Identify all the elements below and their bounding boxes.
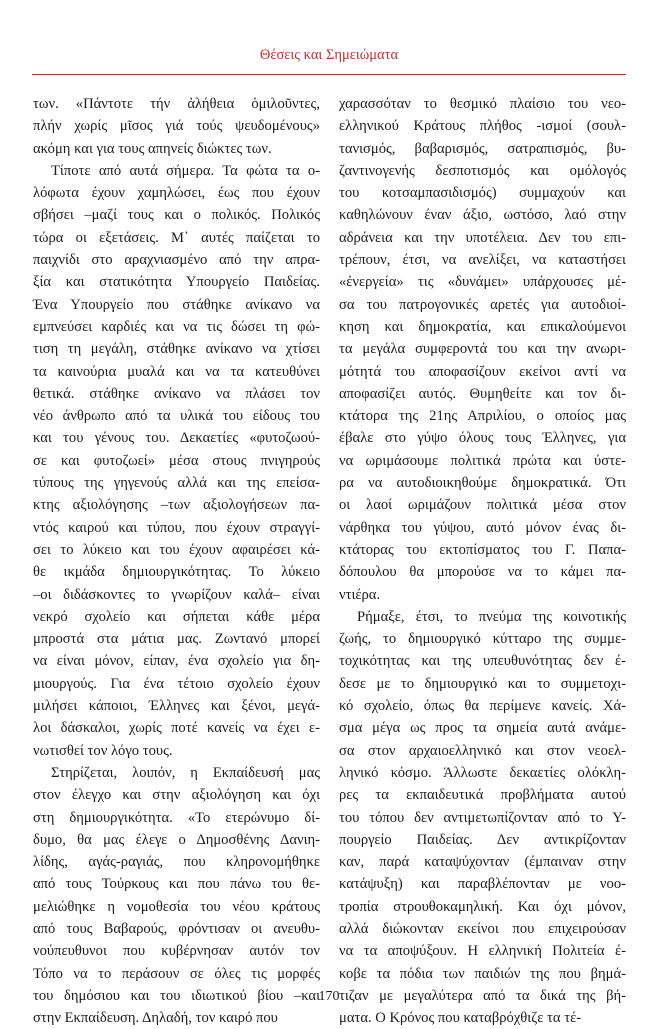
left-column	[33, 93, 320, 1029]
running-header: Θέσεις και Σημειώματα	[259, 47, 399, 63]
text-line: μιλήσει κάποιοι, Έλληνες και ξένοι, μεγά-	[33, 698, 320, 715]
text-line: έβαλε στο γύψο όλους τους Έλληνες, για	[339, 430, 626, 447]
paragraph	[33, 160, 320, 762]
text-line: δεσε με το δημιουργικό και το συμμετοχι-	[339, 675, 626, 692]
text-line: εμπνεύσει καρδιές και να τις δώσει τη φώ-	[33, 318, 320, 335]
text-line: μιουργούς. Για ένα τέτοιο σχολείο έχουν	[33, 675, 320, 692]
text-line: κό σχολείο, όπως θα περίμενε κανείς. Χά-	[339, 698, 626, 715]
text-line: από τους Βαβαρούς, φρόντισαν οι ανευθυ-	[33, 920, 320, 937]
text-line: σβήσει –μαζί τους και ο πολικός. Πολικός	[33, 207, 320, 224]
paragraph	[339, 606, 626, 1029]
text-line: τρέπουν, έτσι, να ανελίξει, να καταστήσει	[339, 252, 626, 269]
text-line: σει το λύκειο και του έχουν αφαιρέσει κά-	[33, 541, 320, 558]
text-line: νούπευθυνοι που κυβέρνησαν αυτόν τον	[33, 943, 320, 960]
text-line: του δημόσιου και του ιδιωτικού βίου –και	[33, 987, 320, 1004]
text-line: τροπία στρουθοκαμηλική. Και όχι μόνον,	[339, 898, 626, 915]
text-line: κτάτορας του εκτοπίσματος του Γ. Παπα-	[339, 541, 626, 558]
text-line: νάρθηκα του γύψου, αυτό μόνον ένας δι-	[339, 519, 626, 536]
text-line: σα στον αρχαιοελληνικό και στον νεοελ-	[339, 742, 626, 759]
text-line: κατάψυξη) και παραβλέπονταν με νοο-	[339, 876, 626, 893]
text-line: μελιώθηκε η νομοθεσία του νέου κράτους	[33, 898, 320, 915]
text-line: λόφωτα έχουν χαμηλώσει, έως που έχουν	[33, 185, 320, 202]
text-line: κηση και δημοκρατία, και επικαλούμενοι	[339, 318, 626, 335]
text-line: μπροστά στα μάτια μας. Ζωντανό μπορεί	[33, 631, 320, 648]
page-number: 170	[318, 989, 340, 1004]
text-line: κτάτορα της 21ης Απριλίου, ο οποίος μας	[339, 408, 626, 425]
text-line: τοχικότητας και της υπευθυνότητας δεν έ-	[339, 653, 626, 670]
text-line: από τους Τούρκους και που πάνω του θε-	[33, 876, 320, 893]
text-line: ζωής, το δημιουργικό κύτταρο της συμμε-	[339, 631, 626, 648]
text-line: ρα να αυτοδιοικηθούμε δημοκρατικά. Ότι	[339, 475, 626, 492]
text-line: Στηρίζεται, λοιπόν, η Εκπαίδευσή μας	[51, 764, 320, 781]
text-line: του κοτσαμπασιδισμός) συμμαχούν και	[339, 185, 626, 202]
text-line: Ρήμαξε, έτσι, το πνεύμα της κοινοτικής	[357, 608, 626, 625]
text-line: σε και φυτοζωεί» μέσα στους πνιγηρούς	[33, 452, 320, 469]
text-line: τιση τη μεγάλη, στάθηκε ανίκανο να χτίσει	[33, 341, 320, 358]
text-line: νωτισθεί τον λόγο τους.	[33, 742, 173, 759]
text-line: Τόπο να το περάσουν σε όλες τις μορφές	[33, 965, 320, 982]
text-line: καν, παρά καταψύχονταν (έμπαιναν στην	[339, 854, 626, 871]
text-line: ζαντινογενής δεσποτισμός και ομόλογός	[339, 162, 626, 179]
text-line: σα του πατρογονικές αρετές για αυτοδιοί-	[339, 296, 626, 313]
paragraph	[339, 93, 626, 606]
text-line: λοι δάσκαλοι, χωρίς ποτέ κανείς να έχει ε-	[33, 720, 320, 737]
text-line: τα καινούρια μυαλά και να τα κατευθύνει	[33, 363, 320, 380]
text-line: νεκρό σχολείο και σήπεται κάθε μέρα	[33, 608, 320, 625]
text-line: τύπους της γηγενούς αλλά και της επείσα-	[33, 475, 320, 492]
right-column	[339, 93, 626, 1029]
text-line: θετικά. στάθηκε ανίκανο να πλάσει τον	[33, 385, 320, 402]
text-line: τιζαν με μεγαλύτερα από τα δικά της βή-	[339, 987, 626, 1004]
text-line: κοβε τα πόδια των παιδιών της που βημά-	[339, 965, 626, 982]
text-line: μότητά του αποφασίζουν εκείνοι αντί να	[339, 363, 626, 380]
text-line: δυμο, θα μας έλεγε ο Δημοσθένης Δανιη-	[33, 831, 320, 848]
text-line: να είναι μόνον, είπαν, ένα σχολείο για δη-	[33, 653, 320, 670]
text-line: ακόμη και για τους απηνείς διώκτες των.	[33, 140, 272, 157]
text-line: να τα αποψύξουν. Η ελληνική Πολιτεία έ-	[339, 943, 626, 960]
text-line: νέο άνθρωπο από τα υλικά του είδους του	[33, 408, 320, 425]
text-line: λίδης, αγάς-ραγιάς, που κληρονομήθηκε	[33, 854, 320, 871]
text-line: δόπουλου θα μπορούσε να το κάμει πα-	[339, 564, 626, 581]
text-line: ελληνικού Κράτους πλήθος -ισμοί (σουλ-	[339, 118, 626, 135]
header-rule	[32, 74, 626, 75]
text-line: στη δημιουργικότητα. «Το ετερώνυμο δί-	[33, 809, 320, 826]
text-line: ξία και στατικότητα Υπουργείο Παιδείας.	[33, 274, 320, 291]
text-line: στον έλεγχο και στην αξιολόγηση και όχι	[33, 787, 320, 804]
text-line: ρες τα εκπαιδευτικά προβλήματα αυτού	[339, 787, 626, 804]
text-line: θε ικμάδα δημιουργικότητας. Το λύκειο	[33, 564, 320, 581]
text-line: κτης αξιολόγησης –των αξιολογήσεων πα-	[33, 497, 320, 514]
text-line: αποφασίζει αυτός. Θυμηθείτε και τον δι-	[339, 385, 626, 402]
text-line: του τόπου δεν αντιμετωπίζονταν από το Υ-	[339, 809, 626, 826]
text-line: ντός καιρού και τύπου, που έχουν στραγγί-	[33, 519, 320, 536]
text-line: των. «Πάντοτε τήν ἀλήθεια ὁμιλοῦντες,	[33, 96, 320, 112]
text-line: και του γένους του. Δεκαετίες «φυτοζωού-	[33, 430, 320, 447]
text-line: χαρασσόταν το θεσμικό πλαίσιο του νεο-	[339, 96, 626, 112]
text-line: αλλά διώκονταν εκείνοι που επιχειρούσαν	[339, 920, 626, 937]
text-line: τανισμός, βαβαρισμός, σατραπισμός, βυ-	[339, 140, 626, 157]
text-line: Ένα Υπουργείο που στάθηκε ανίκανο να	[33, 296, 320, 313]
text-line: παιχνίδι στο αραχνιασμένο από την απρα-	[33, 252, 320, 269]
text-line: τα μεγάλα συμφεροντά του και την ανωρι-	[339, 341, 626, 358]
text-line: ντιέρα.	[339, 586, 381, 603]
paragraph	[33, 93, 320, 160]
text-line: πουργείο Παιδείας. Δεν αντικρίζονταν	[339, 831, 626, 848]
text-line: «ἐνεργεία» τις «δυνάμει» υπάρχουσες μέ-	[339, 274, 626, 291]
text-line: σμα μέγα ως προς τα σημεία αυτά ανάμε-	[339, 720, 626, 737]
text-line: οι λαοί ωριμάζουν πολιτικά μέσα στον	[339, 497, 626, 514]
text-line: πλήν χωρίς μῖσος γιά τούς ψευδομένους»	[33, 118, 320, 135]
text-line: ματα. Ο Κρόνος που καταβρόχθιζε τα τέ-	[339, 1010, 582, 1027]
text-line: στην Εκπαίδευση. Δηλαδή, τον καιρό που	[33, 1010, 278, 1027]
text-line: καθηλώνουν έναν άξιο, ωστόσο, λαό στην	[339, 207, 626, 224]
text-line: να ωριμάσουμε πολιτικά πρώτα και ύστε-	[339, 452, 626, 469]
text-line: ληνικό κόσμο. Άλλωστε δεκαετίες ολόκλη-	[339, 764, 626, 781]
text-line: Τίποτε από αυτά σήμερα. Τα φώτα τα ο-	[51, 162, 320, 179]
text-line: –οι διδάσκοντες το γνωρίζουν καλά– είναι	[33, 586, 320, 603]
text-line: τώρα οι εξετάσεις. Μ᾽ αυτές παίζεται το	[33, 229, 320, 246]
text-line: αδράνεια και την υποτέλεια. Δεν του επι-	[339, 229, 626, 246]
